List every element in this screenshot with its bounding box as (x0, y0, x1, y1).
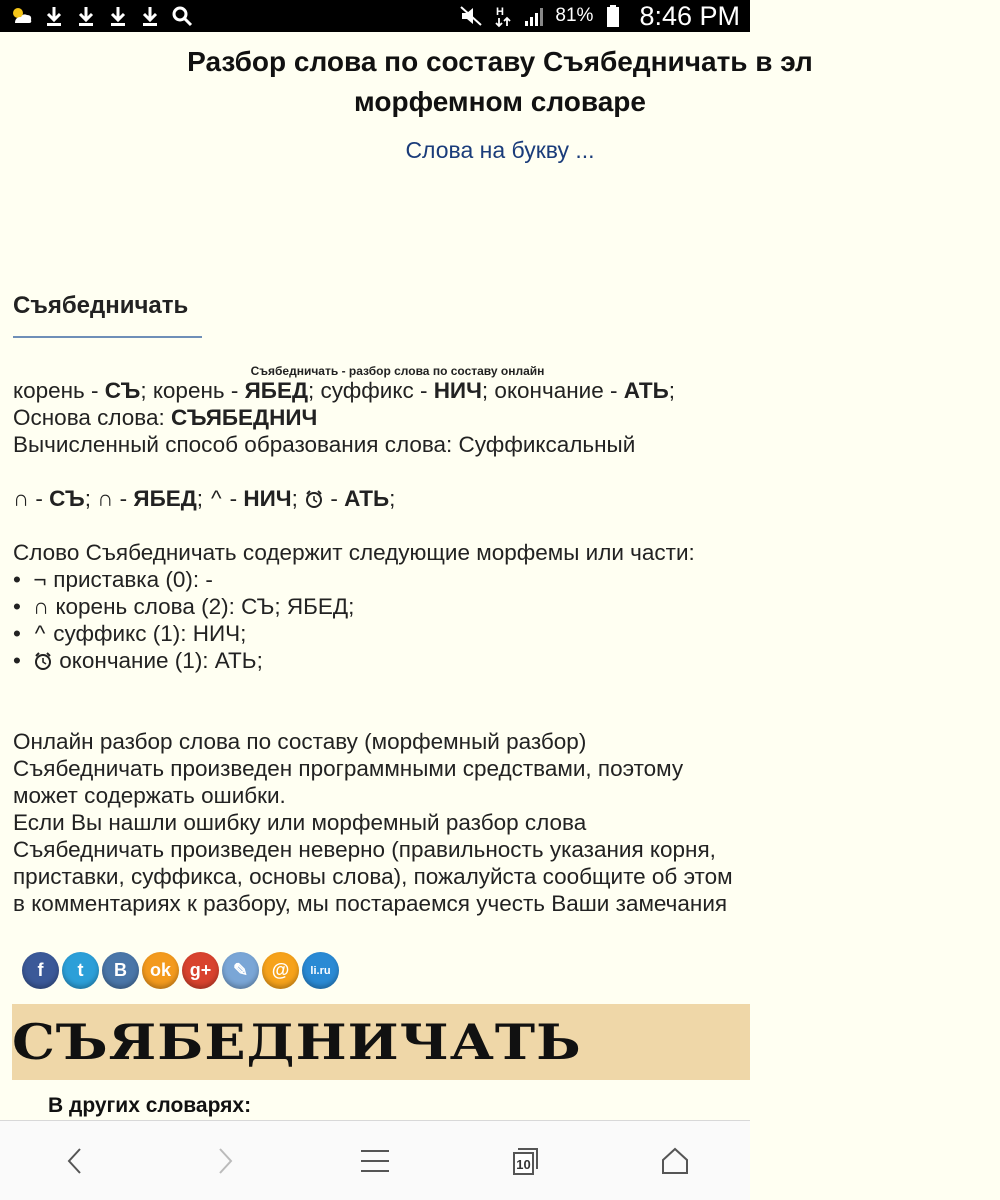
forward-button[interactable] (205, 1141, 245, 1181)
google-plus-share-icon[interactable]: g+ (182, 952, 219, 989)
signal-icon (523, 4, 547, 28)
suffix: НИЧ (433, 378, 482, 403)
stem: СЪЯБЕДНИЧ (171, 405, 318, 430)
morpheme-list (13, 566, 743, 674)
page-title (0, 42, 1000, 122)
download-icon (138, 4, 162, 28)
disclaimer-text-1: Онлайн разбор слова по составу (морфемный разбор) Съябедничать произведен программными средствами, поэтому может содержать ошибки. (13, 729, 684, 808)
other-dictionaries-heading: В других словарях: (48, 1094, 252, 1117)
heading-underline (13, 336, 202, 338)
facebook-share-icon[interactable]: f (22, 952, 59, 989)
data-icon (491, 4, 515, 28)
livejournal-share-icon[interactable]: ✎ (222, 952, 259, 989)
vkontakte-share-icon[interactable]: B (102, 952, 139, 989)
suffix-symbol-icon: ^ (34, 621, 46, 646)
download-icon (74, 4, 98, 28)
disclaimer-text-2: Если Вы нашли ошибку или морфемный разбор слова Съябедничать произведен неверно (правильность указания корня, приставки, суффикса, основы слова), пожалуйста сообщите об этом в комментариях к разбору, мы постараемся учесть Ваши замечания (13, 810, 733, 916)
parse-content (13, 377, 743, 917)
root-symbol-icon: ∩ (33, 594, 50, 619)
odnoklassniki-share-icon[interactable]: ok (142, 952, 179, 989)
download-icon (42, 4, 66, 28)
list-item: • ^ суффикс (1): НИЧ; (13, 620, 743, 647)
status-bar (0, 0, 750, 32)
tabs-button[interactable] (505, 1141, 545, 1181)
menu-icon (360, 1149, 390, 1173)
morpheme-symbol-line: ∩ - СЪ; ∩ - ЯБЕД; ^ - НИЧ; - АТЬ; (13, 486, 396, 511)
word-banner-image (12, 1004, 750, 1080)
liveinternet-share-icon[interactable]: li.ru (302, 952, 339, 989)
download-icon (106, 4, 130, 28)
root-1: СЪ (104, 378, 141, 403)
page-title-line-1: Разбор слова по составу Съябедничать в эл (187, 46, 813, 77)
ending-clock-icon (33, 651, 53, 671)
back-arrow-icon (65, 1146, 85, 1176)
home-button[interactable] (655, 1141, 695, 1181)
stem-line: Основа слова: СЪЯБЕДНИЧ (13, 405, 318, 430)
morphemes-intro: Слово Съябедничать содержит следующие морфемы или части: (13, 540, 695, 565)
svg-text:H: H (496, 6, 505, 18)
weather-icon (10, 4, 34, 28)
mute-icon (459, 4, 483, 28)
ending: АТЬ (623, 378, 669, 403)
letters-link[interactable]: Слова на букву ... (405, 137, 595, 163)
formation-line: Вычисленный способ образования слова: Суффиксальный (13, 432, 636, 457)
tabs-count: 10 (516, 1157, 531, 1172)
list-item: • ∩ корень слова (2): СЪ; ЯБЕД; (13, 593, 743, 620)
mail-ru-share-icon[interactable]: @ (262, 952, 299, 989)
search-icon (170, 4, 194, 28)
home-icon (661, 1147, 689, 1175)
battery-percent: 81% (555, 5, 594, 26)
web-page (0, 32, 813, 1120)
ending-clock-icon (304, 489, 324, 509)
forward-arrow-icon (215, 1146, 235, 1176)
battery-icon (601, 4, 625, 28)
twitter-share-icon[interactable]: t (62, 952, 99, 989)
prefix-symbol-icon: ¬ (33, 567, 47, 592)
menu-button[interactable] (355, 1141, 395, 1181)
page-title-line-2: морфемном словаре (354, 86, 646, 117)
browser-bottom-nav (0, 1120, 750, 1200)
social-share-bar (22, 952, 339, 989)
suffix-symbol-icon: ^ (211, 486, 222, 511)
root-symbol-icon: ∩ (13, 486, 30, 511)
back-button[interactable] (55, 1141, 95, 1181)
parse-caption: Съябедничать - разбор слова по составу онлайн (250, 364, 545, 378)
root-2: ЯБЕД (244, 378, 308, 403)
list-item: • ¬ приставка (0): - (13, 566, 743, 593)
root-symbol-icon: ∩ (97, 486, 114, 511)
word-heading: Съябедничать (13, 292, 189, 319)
parse-line: корень - СЪ; корень - ЯБЕД; суффикс - НИЧ; окончание - АТЬ; (13, 378, 676, 403)
list-item: • окончание (1): АТЬ; (13, 647, 743, 674)
tabs-icon (510, 1145, 540, 1177)
clock-time: 8:46 PM (639, 0, 740, 31)
banner-word: СЪЯБЕДНИЧАТЬ (12, 1013, 582, 1071)
